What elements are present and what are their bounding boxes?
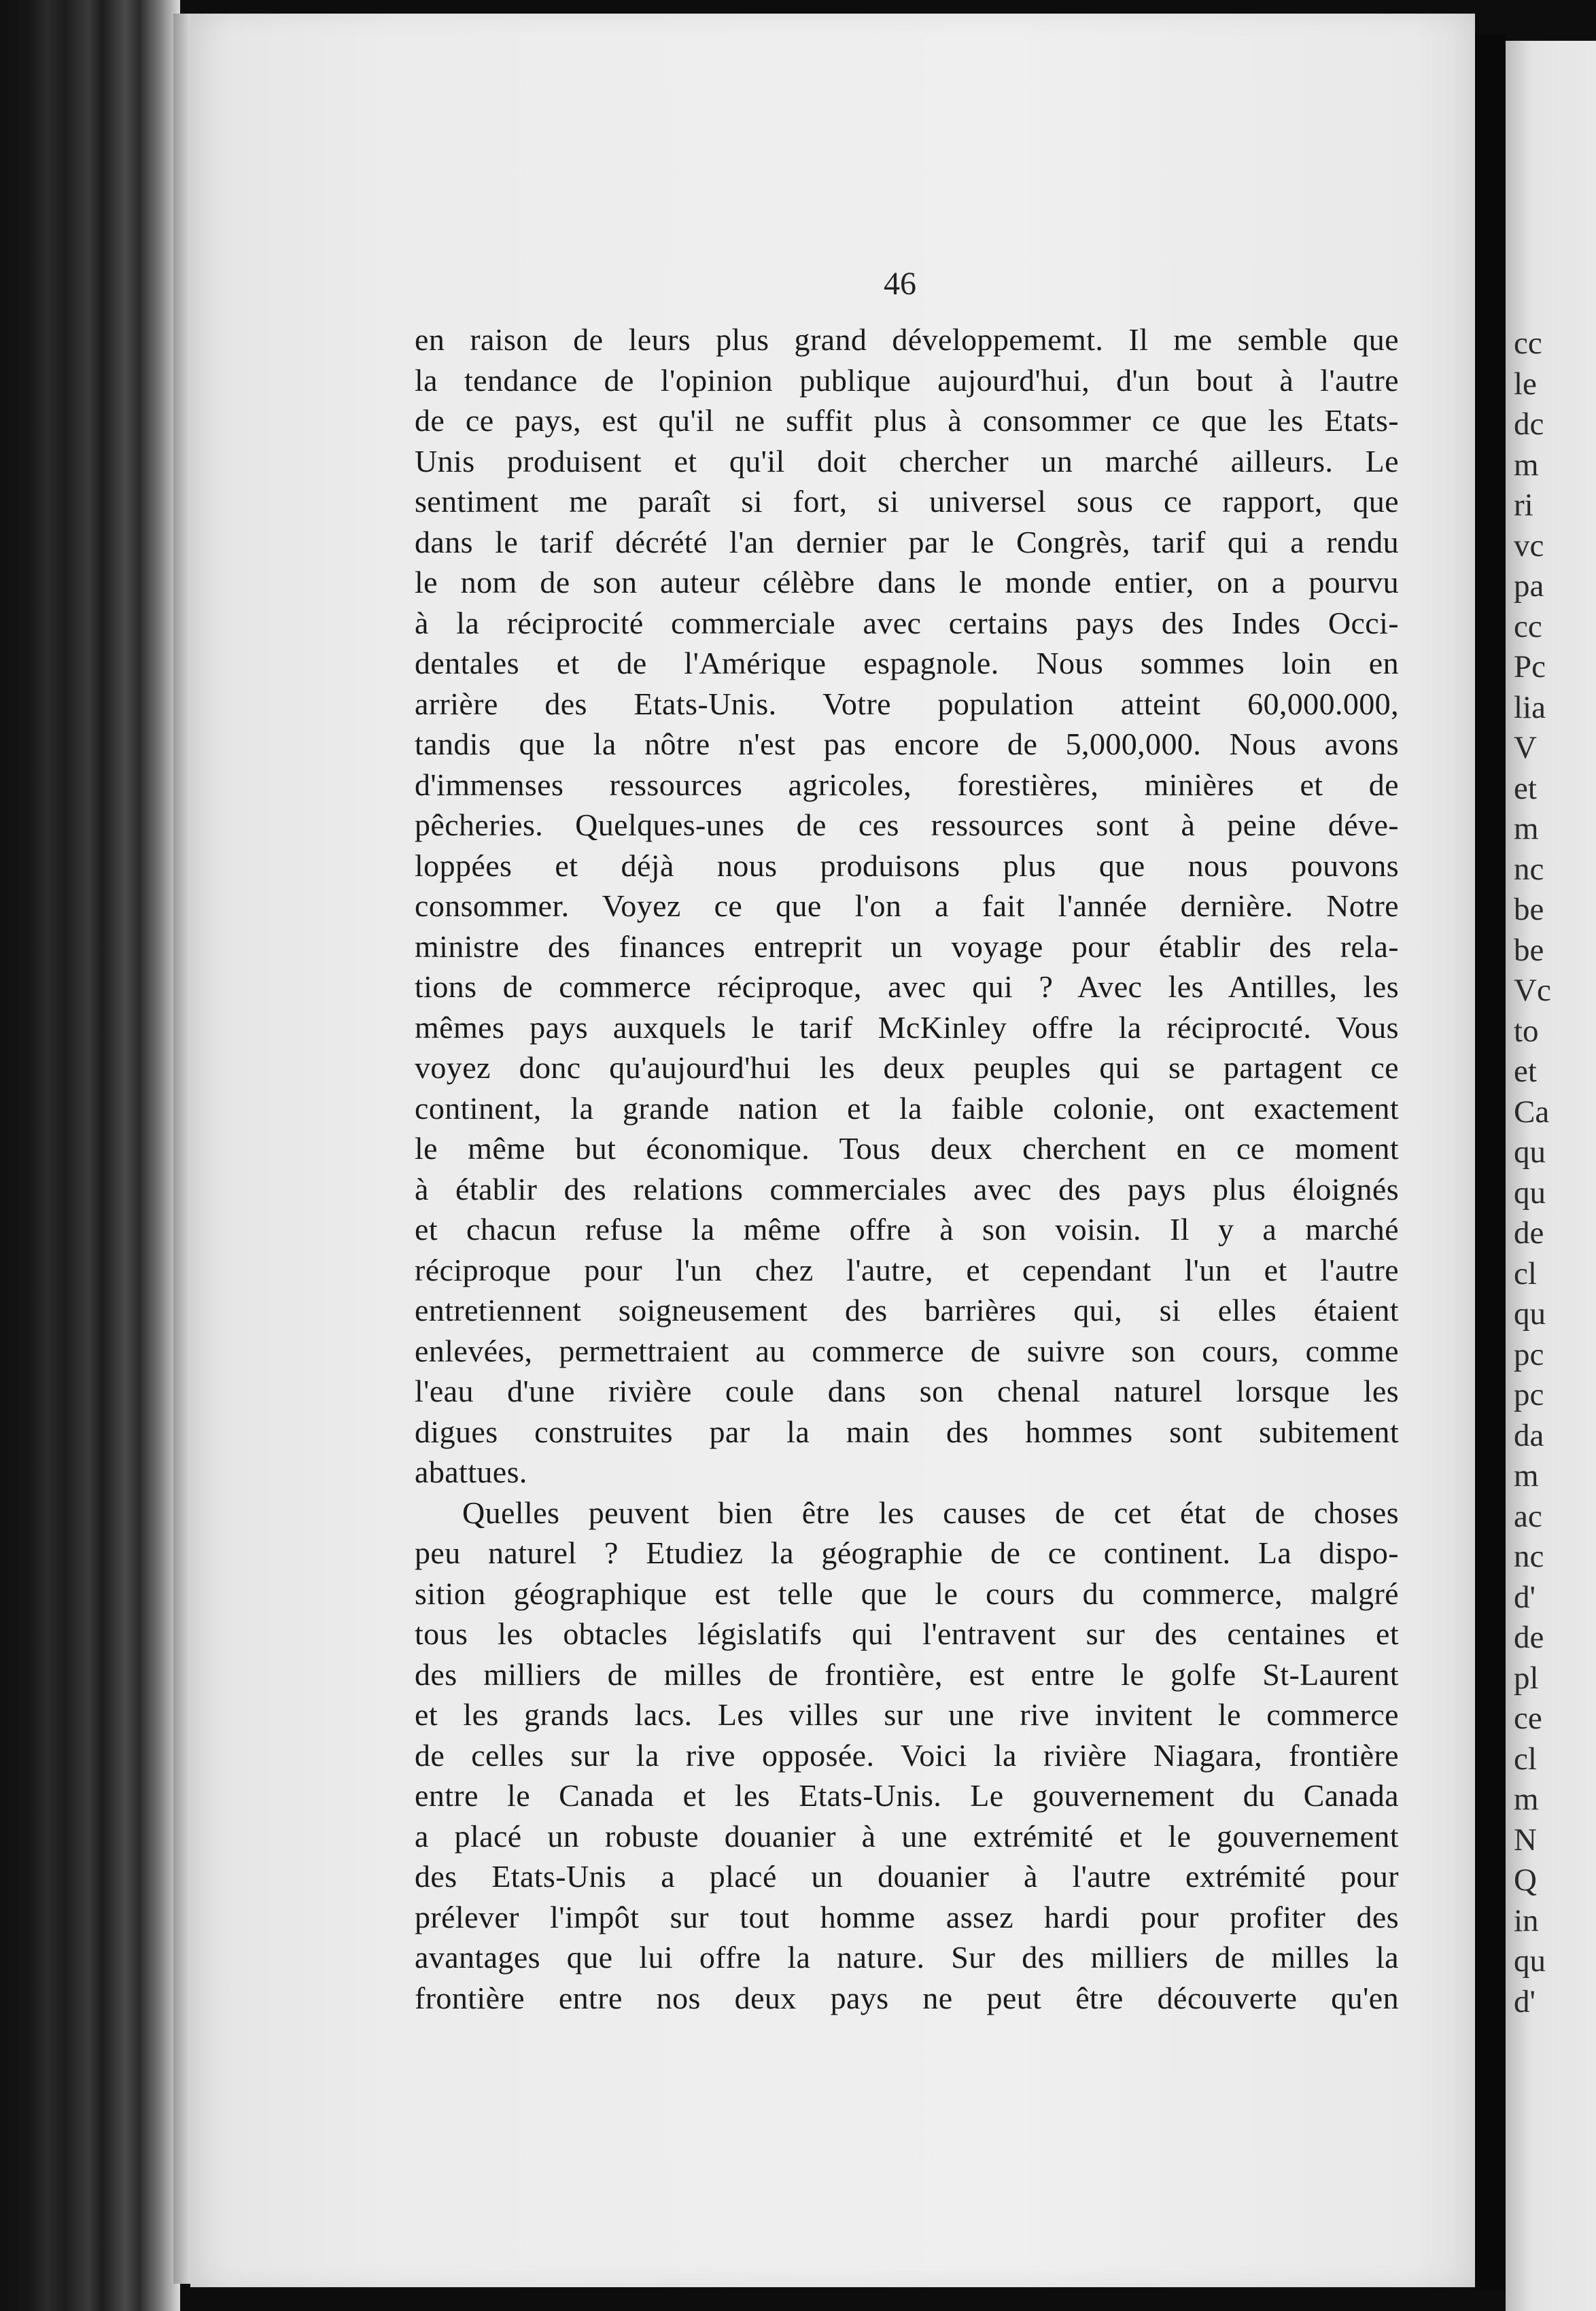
text-line: sition géographique est telle que le cours du commerce, malgré — [415, 1576, 1399, 1611]
text-line: entretiennent soigneusement des barrières qui, si elles étaient — [415, 1293, 1399, 1327]
facing-text-fragment: vc — [1514, 527, 1544, 563]
text-line: la tendance de l'opinion publique aujourd'hui, d'un bout à l'autre — [415, 362, 1399, 398]
facing-text-fragment: nc — [1514, 851, 1544, 887]
facing-text-fragment: de — [1514, 1620, 1544, 1655]
facing-text-fragment: ce — [1514, 1701, 1542, 1736]
text-line: et chacun refuse la même offre à son voisin. Il y a marché — [415, 1212, 1399, 1247]
facing-text-fragment: V — [1514, 730, 1537, 765]
text-line: ministre des finances entreprit un voyage pour établir des rela- — [415, 928, 1399, 964]
facing-text-fragment: cl — [1514, 1255, 1537, 1291]
facing-text-fragment: Pc — [1514, 649, 1546, 684]
facing-text-fragment: pc — [1514, 1336, 1544, 1372]
text-line: à la réciprocité commerciale avec certains pays des Indes Occi- — [415, 605, 1399, 640]
text-line: des milliers de milles de frontière, est entre le golfe St-Laurent — [415, 1656, 1399, 1692]
text-line: tandis que la nôtre n'est pas encore de 5,000,000. Nous avons — [415, 727, 1399, 761]
body-text — [415, 319, 1399, 2018]
page-number: 46 — [884, 266, 916, 302]
facing-text-fragment: d' — [1514, 1579, 1536, 1615]
text-line: loppées et déjà nous produisons plus que nous pouvons — [415, 848, 1399, 883]
facing-text-fragment: N — [1514, 1822, 1537, 1858]
text-line: Quelles peuvent bien être les causes de cet état de choses — [462, 1495, 1399, 1530]
facing-text-fragment: cc — [1514, 608, 1542, 644]
facing-text-fragment: m — [1514, 447, 1539, 483]
text-line: digues construites par la main des hommes sont subitement — [415, 1414, 1399, 1449]
facing-text-fragment: pc — [1514, 1377, 1544, 1412]
text-line: de ce pays, est qu'il ne suffit plus à consommer ce que les Etats- — [415, 403, 1399, 438]
facing-text-fragment: qu — [1514, 1175, 1546, 1211]
text-line: sentiment me paraît si fort, si universel sous ce rapport, que — [415, 484, 1399, 519]
text-line: réciproque pour l'un chez l'autre, et cependant l'un et l'autre — [415, 1252, 1399, 1287]
facing-text-fragment: qu — [1514, 1943, 1546, 1979]
facing-text-fragment: pl — [1514, 1660, 1539, 1696]
facing-text-fragment: et — [1514, 1054, 1537, 1089]
text-line: et les grands lacs. Les villes sur une rive invitent le commerce — [415, 1697, 1399, 1732]
text-line: peu naturel ? Etudiez la géographie de ce continent. La dispo- — [415, 1535, 1399, 1570]
text-line: avantages que lui offre la nature. Sur des milliers de milles la — [415, 1940, 1399, 1975]
text-line: arrière des Etats-Unis. Votre population atteint 60,000.000, — [415, 686, 1399, 721]
facing-text-fragment: cl — [1514, 1741, 1537, 1777]
text-line: enlevées, permettraient au commerce de suivre son cours, comme — [415, 1333, 1399, 1368]
facing-text-fragment: et — [1514, 770, 1537, 806]
facing-text-fragment: ri — [1514, 487, 1533, 523]
text-line: en raison de leurs plus grand développememt. Il me semble que — [415, 322, 1399, 357]
facing-text-fragment: be — [1514, 892, 1544, 927]
book-binding — [0, 0, 180, 2311]
facing-text-fragment: le — [1514, 366, 1537, 402]
text-line: des Etats-Unis a placé un douanier à l'autre extrémité pour — [415, 1859, 1399, 1894]
text-line: dentales et de l'Amérique espagnole. Nous sommes loin en — [415, 646, 1399, 680]
facing-text-fragment: d' — [1514, 1983, 1536, 2019]
text-line: continent, la grande nation et la faible colonie, ont exactement — [415, 1090, 1399, 1126]
text-line: d'immenses ressources agricoles, forestières, minières et de — [415, 767, 1399, 802]
facing-text-fragment: pa — [1514, 568, 1544, 604]
facing-text-fragment: qu — [1514, 1296, 1546, 1332]
text-line: tions de commerce réciproque, avec qui ? Avec les Antilles, les — [415, 969, 1399, 1004]
facing-text-fragment: dc — [1514, 406, 1544, 442]
facing-text-fragment: Q — [1514, 1862, 1537, 1898]
text-line: entre le Canada et les Etats-Unis. Le gouvernement du Canada — [415, 1778, 1399, 1813]
facing-page-fragment — [1506, 41, 1596, 2311]
text-line: pêcheries. Quelques-unes de ces ressources sont à peine déve- — [415, 807, 1399, 842]
text-line: abattues. — [415, 1455, 527, 1489]
facing-text-fragment: Vc — [1514, 973, 1551, 1008]
facing-text-fragment: m — [1514, 811, 1539, 846]
facing-text-fragment: ac — [1514, 1498, 1542, 1534]
text-line: Unis produisent et qu'il doit chercher un marché ailleurs. Le — [415, 443, 1399, 479]
text-line: mêmes pays auxquels le tarif McKinley offre la réciprocıté. Vous — [415, 1009, 1399, 1045]
text-line: de celles sur la rive opposée. Voici la rivière Niagara, frontière — [415, 1737, 1399, 1773]
facing-text-fragment: m — [1514, 1458, 1539, 1493]
text-line: le même but économique. Tous deux cherchent en ce moment — [415, 1131, 1399, 1166]
facing-text-fragment: to — [1514, 1013, 1539, 1049]
text-line: dans le tarif décrété l'an dernier par le Congrès, tarif qui a rendu — [415, 524, 1399, 559]
facing-text-fragment: lia — [1514, 689, 1546, 725]
facing-text-fragment: de — [1514, 1215, 1544, 1251]
text-line: a placé un robuste douanier à une extrémité et le gouvernement — [415, 1818, 1399, 1854]
facing-text-fragment: Ca — [1514, 1094, 1550, 1130]
facing-text-fragment: nc — [1514, 1539, 1544, 1574]
text-line: frontière entre nos deux pays ne peut être découverte qu'en — [415, 1980, 1399, 2015]
facing-text-fragment: da — [1514, 1417, 1544, 1453]
text-line: prélever l'impôt sur tout homme assez hardi pour profiter des — [415, 1899, 1399, 1934]
text-line: consommer. Voyez ce que l'on a fait l'année dernière. Notre — [415, 888, 1399, 923]
text-line: à établir des relations commerciales avec des pays plus éloignés — [415, 1171, 1399, 1206]
facing-text-fragment: be — [1514, 932, 1544, 968]
text-line: le nom de son auteur célèbre dans le monde entier, on a pourvu — [415, 565, 1399, 600]
facing-text-fragment: m — [1514, 1782, 1539, 1817]
facing-text-fragment: cc — [1514, 326, 1542, 361]
book-gutter — [1475, 34, 1506, 2291]
facing-text-fragment: qu — [1514, 1134, 1546, 1170]
text-line: l'eau d'une rivière coule dans son chenal naturel lorsque les — [415, 1374, 1399, 1408]
facing-text-fragment: in — [1514, 1902, 1539, 1939]
text-line: voyez donc qu'aujourd'hui les deux peuples qui se partagent ce — [415, 1050, 1399, 1085]
text-line: tous les obtacles législatifs qui l'entravent sur des centaines et — [415, 1616, 1399, 1651]
